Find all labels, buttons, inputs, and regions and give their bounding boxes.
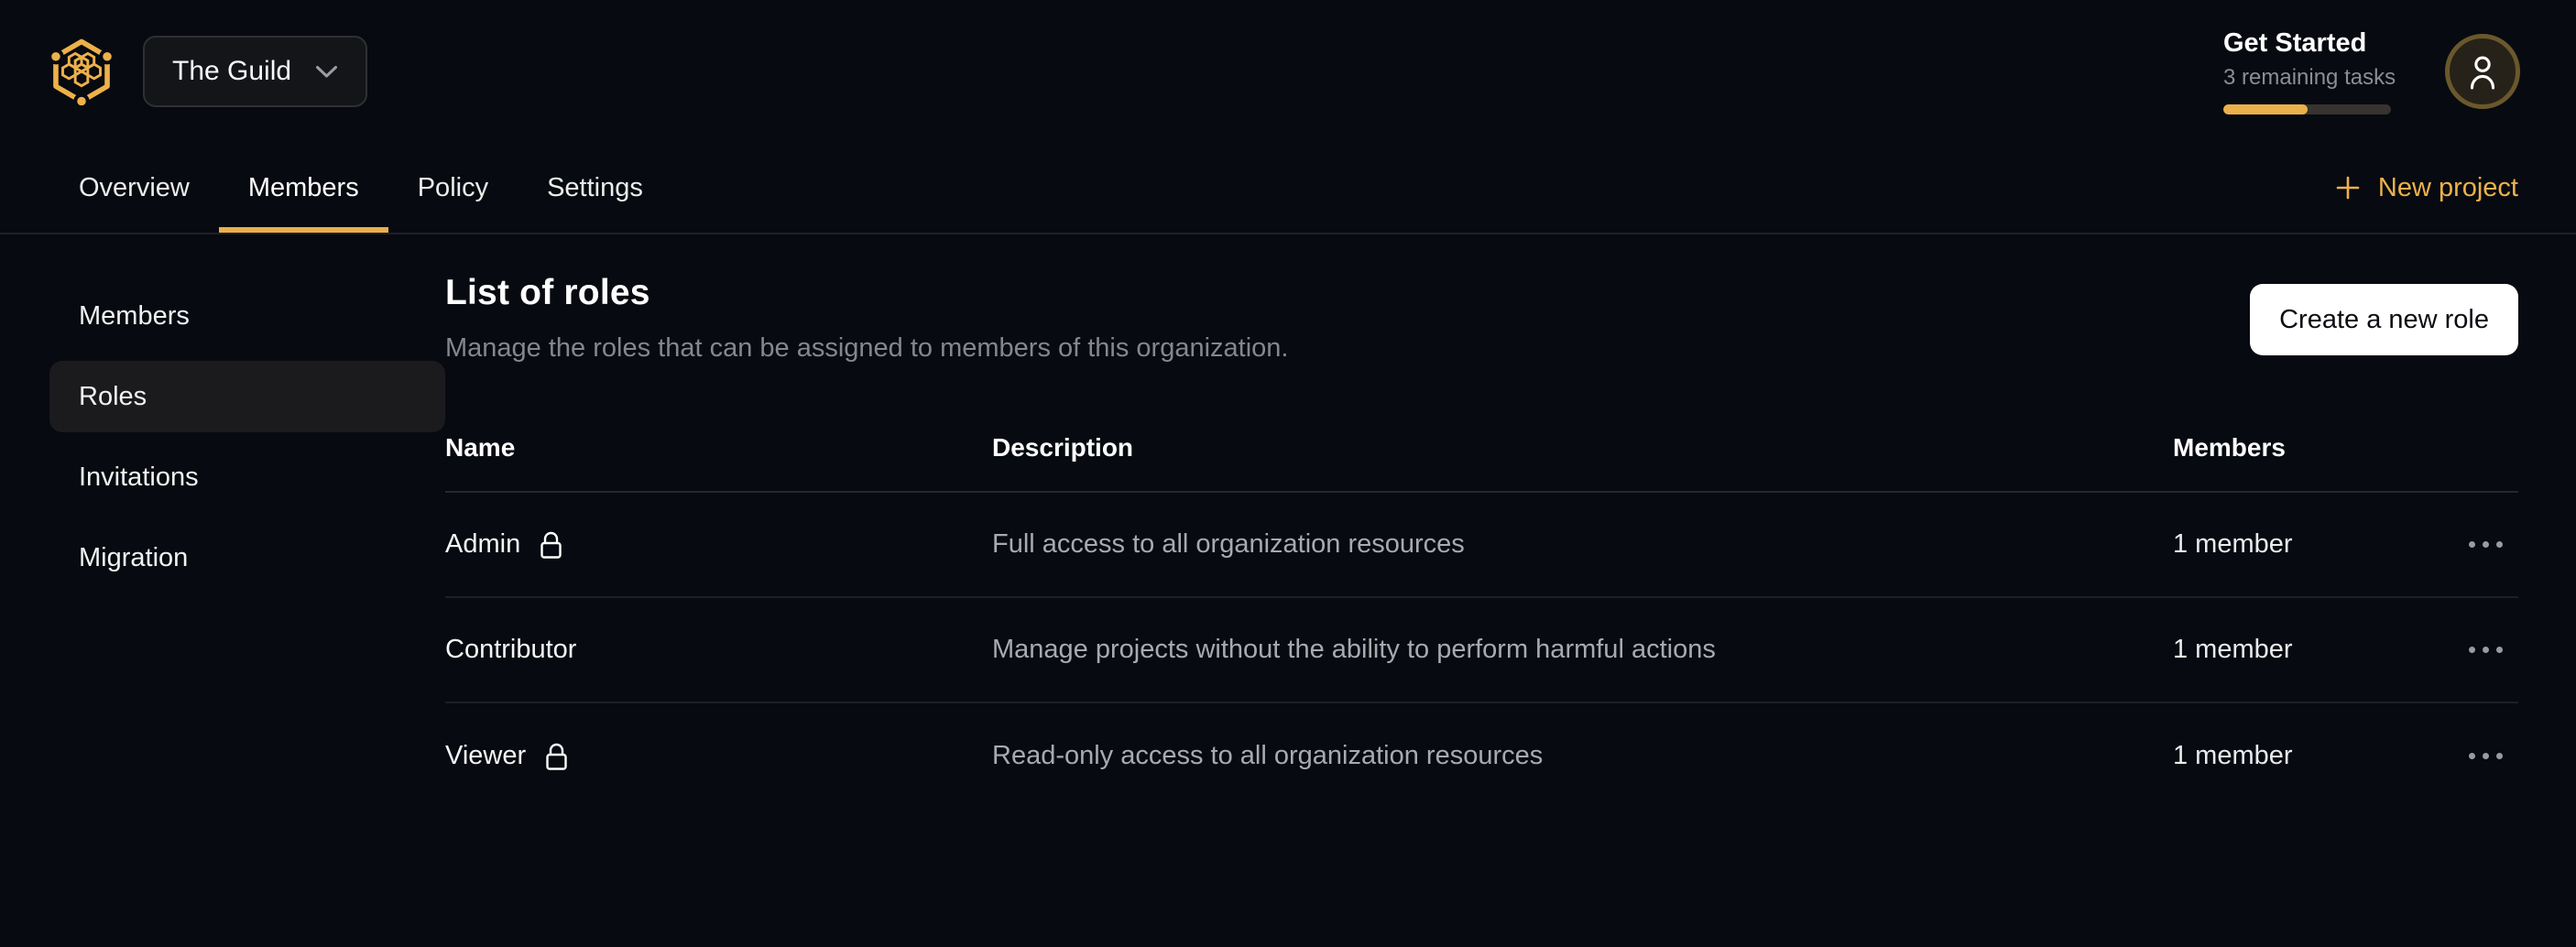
page-subtitle: Manage the roles that can be assigned to members of this organization. (445, 333, 1289, 363)
role-actions-cell (2453, 637, 2518, 662)
row-menu-button[interactable] (2460, 637, 2512, 662)
roles-panel-header (445, 273, 2518, 364)
plus-icon (2334, 174, 2362, 201)
sidebar-item-members[interactable]: Members (79, 300, 190, 331)
app-header (0, 0, 2576, 143)
table-row-viewer (445, 703, 2518, 809)
create-role-button[interactable]: Create a new role (2250, 284, 2518, 355)
role-name-cell (445, 741, 992, 771)
get-started-title: Get Started (2223, 28, 2367, 58)
role-members-count: 1 member (2173, 741, 2293, 770)
members-sidebar (49, 234, 445, 593)
role-actions-cell (2453, 532, 2518, 557)
tab-settings[interactable]: Settings (547, 172, 643, 202)
get-started-progressbar (2223, 104, 2391, 114)
page-title: List of roles (445, 273, 650, 312)
column-header-description: Description (992, 433, 1134, 462)
tab-overview[interactable]: Overview (79, 172, 190, 202)
sidebar-item-invitations[interactable]: Invitations (79, 462, 199, 492)
role-name: Admin (445, 529, 521, 559)
roles-panel (445, 234, 2518, 809)
chevron-down-icon (315, 65, 338, 79)
row-menu-button[interactable] (2460, 532, 2512, 557)
role-description: Full access to all organization resources (992, 529, 1465, 559)
roles-table-header (445, 415, 2518, 493)
role-members-count: 1 member (2173, 529, 2293, 559)
get-started-progress-fill (2223, 104, 2308, 114)
user-icon (2465, 52, 2500, 91)
get-started-remaining: 3 remaining tasks (2223, 65, 2396, 90)
lock-icon (539, 530, 563, 560)
column-header-members: Members (2173, 433, 2286, 462)
sidebar-item-roles[interactable]: Roles (49, 361, 445, 432)
roles-heading-block (445, 273, 1288, 364)
row-menu-button[interactable] (2460, 744, 2512, 768)
hive-logo-icon[interactable] (51, 38, 112, 105)
new-project-button[interactable] (2334, 143, 2518, 233)
tab-policy[interactable]: Policy (417, 172, 489, 202)
role-name-cell (445, 529, 992, 560)
new-project-label: New project (2377, 172, 2518, 202)
role-name-cell (445, 635, 992, 665)
lock-icon (544, 742, 569, 771)
content-area (0, 234, 2576, 809)
header-right (2223, 28, 2520, 114)
column-header-name: Name (445, 433, 516, 462)
role-description: Read-only access to all organization resources (992, 741, 1544, 770)
org-switcher-button[interactable] (143, 36, 367, 107)
table-row-contributor (445, 598, 2518, 703)
role-name: Contributor (445, 635, 577, 664)
tab-members[interactable]: Members (219, 143, 388, 233)
role-name: Viewer (445, 741, 527, 770)
table-row-admin (445, 493, 2518, 598)
role-description: Manage projects without the ability to perform harmful actions (992, 635, 1716, 664)
role-actions-cell (2453, 744, 2518, 768)
role-members-count: 1 member (2173, 635, 2293, 664)
org-tabbar (0, 143, 2576, 234)
get-started-widget[interactable] (2223, 28, 2397, 114)
sidebar-item-migration[interactable]: Migration (79, 542, 189, 572)
roles-table (445, 415, 2518, 809)
org-name: The Guild (172, 56, 292, 86)
tabs (49, 143, 672, 233)
user-avatar[interactable] (2445, 34, 2520, 109)
